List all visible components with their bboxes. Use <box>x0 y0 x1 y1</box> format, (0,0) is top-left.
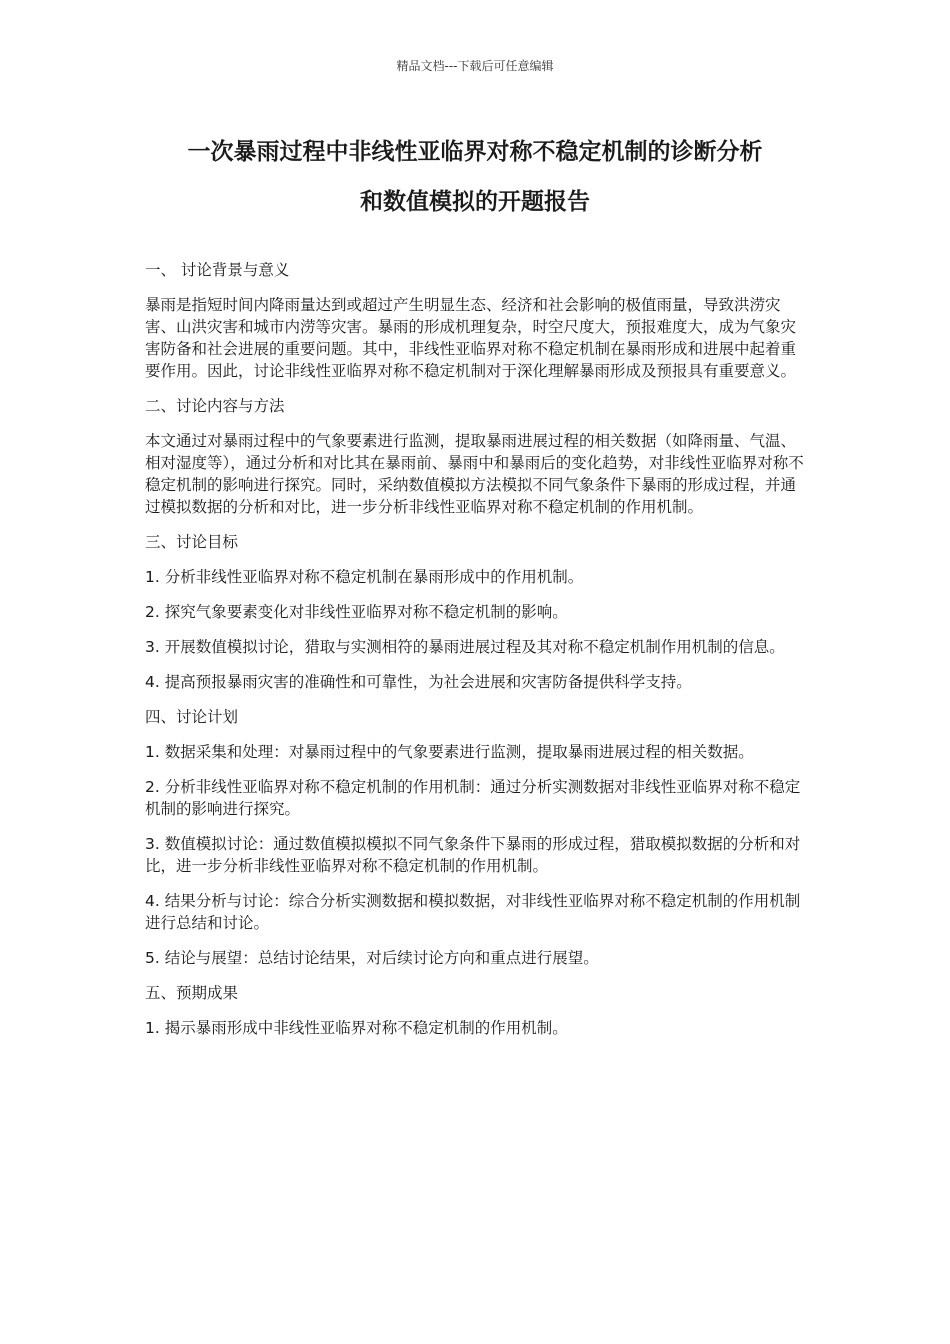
list-item-plan-2: 2. 分析非线性亚临界对称不稳定机制的作用机制：通过分析实测数据对非线性亚临界对称不稳定机制的影响进行探究。 <box>145 778 801 818</box>
document-title <box>120 134 830 234</box>
title-line-2: 和数值模拟的开题报告 <box>360 189 590 215</box>
section-heading-plan: 四、讨论计划 <box>145 708 239 726</box>
document-body <box>145 259 805 1052</box>
list-item-outcome-1: 1. 揭示暴雨形成中非线性亚临界对称不稳定机制的作用机制。 <box>145 1019 568 1037</box>
list-item-plan-5: 5. 结论与展望：总结讨论结果，对后续讨论方向和重点进行展望。 <box>145 949 599 967</box>
list-item-plan-4: 4. 结果分析与讨论：综合分析实测数据和模拟数据，对非线性亚临界对称不稳定机制的作用机制进行总结和讨论。 <box>145 892 801 932</box>
list-item-goal-1: 1. 分析非线性亚临界对称不稳定机制在暴雨形成中的作用机制。 <box>145 568 584 586</box>
list-item-plan-1: 1. 数据采集和处理：对暴雨过程中的气象要素进行监测，提取暴雨进展过程的相关数据。 <box>145 743 754 761</box>
section-heading-outcomes: 五、预期成果 <box>145 984 239 1002</box>
list-item-goal-3: 3. 开展数值模拟讨论，猎取与实测相符的暴雨进展过程及其对称不稳定机制作用机制的信息。 <box>145 638 785 656</box>
paragraph-background: 暴雨是指短时间内降雨量达到或超过产生明显生态、经济和社会影响的极值雨量，导致洪涝灾害、山洪灾害和城市内涝等灾害。暴雨的形成机理复杂，时空尺度大，预报难度大，成为气象灾害防备和社会进展的重要问题。其中，非线性亚临界对称不稳定机制在暴雨形成和进展中起着重要作用。因此，讨论非线性亚临界对称不稳定机制对于深化理解暴雨形成及预报具有重要意义。 <box>145 296 797 380</box>
section-heading-goals: 三、讨论目标 <box>145 533 239 551</box>
paragraph-methods: 本文通过对暴雨过程中的气象要素进行监测，提取暴雨进展过程的相关数据（如降雨量、气温、相对湿度等），通过分析和对比其在暴雨前、暴雨中和暴雨后的变化趋势，对非线性亚临界对称不稳定机制的影响进行探究。同时，采纳数值模拟方法模拟不同气象条件下暴雨的形成过程，并通过模拟数据的分析和对比，进一步分析非线性亚临界对称不稳定机制的作用机制。 <box>145 432 804 516</box>
header-note: 精品文档---下载后可任意编辑 <box>396 59 554 73</box>
list-item-goal-4: 4. 提高预报暴雨灾害的准确性和可靠性，为社会进展和灾害防备提供科学支持。 <box>145 673 692 691</box>
list-item-plan-3: 3. 数值模拟讨论：通过数值模拟模拟不同气象条件下暴雨的形成过程，猎取模拟数据的分析和对比，进一步分析非线性亚临界对称不稳定机制的作用机制。 <box>145 835 801 875</box>
title-line-1: 一次暴雨过程中非线性亚临界对称不稳定机制的诊断分析 <box>187 139 763 165</box>
section-heading-background: 一、 讨论背景与意义 <box>145 261 290 279</box>
section-heading-methods: 二、讨论内容与方法 <box>145 397 285 415</box>
list-item-goal-2: 2. 探究气象要素变化对非线性亚临界对称不稳定机制的影响。 <box>145 603 568 621</box>
